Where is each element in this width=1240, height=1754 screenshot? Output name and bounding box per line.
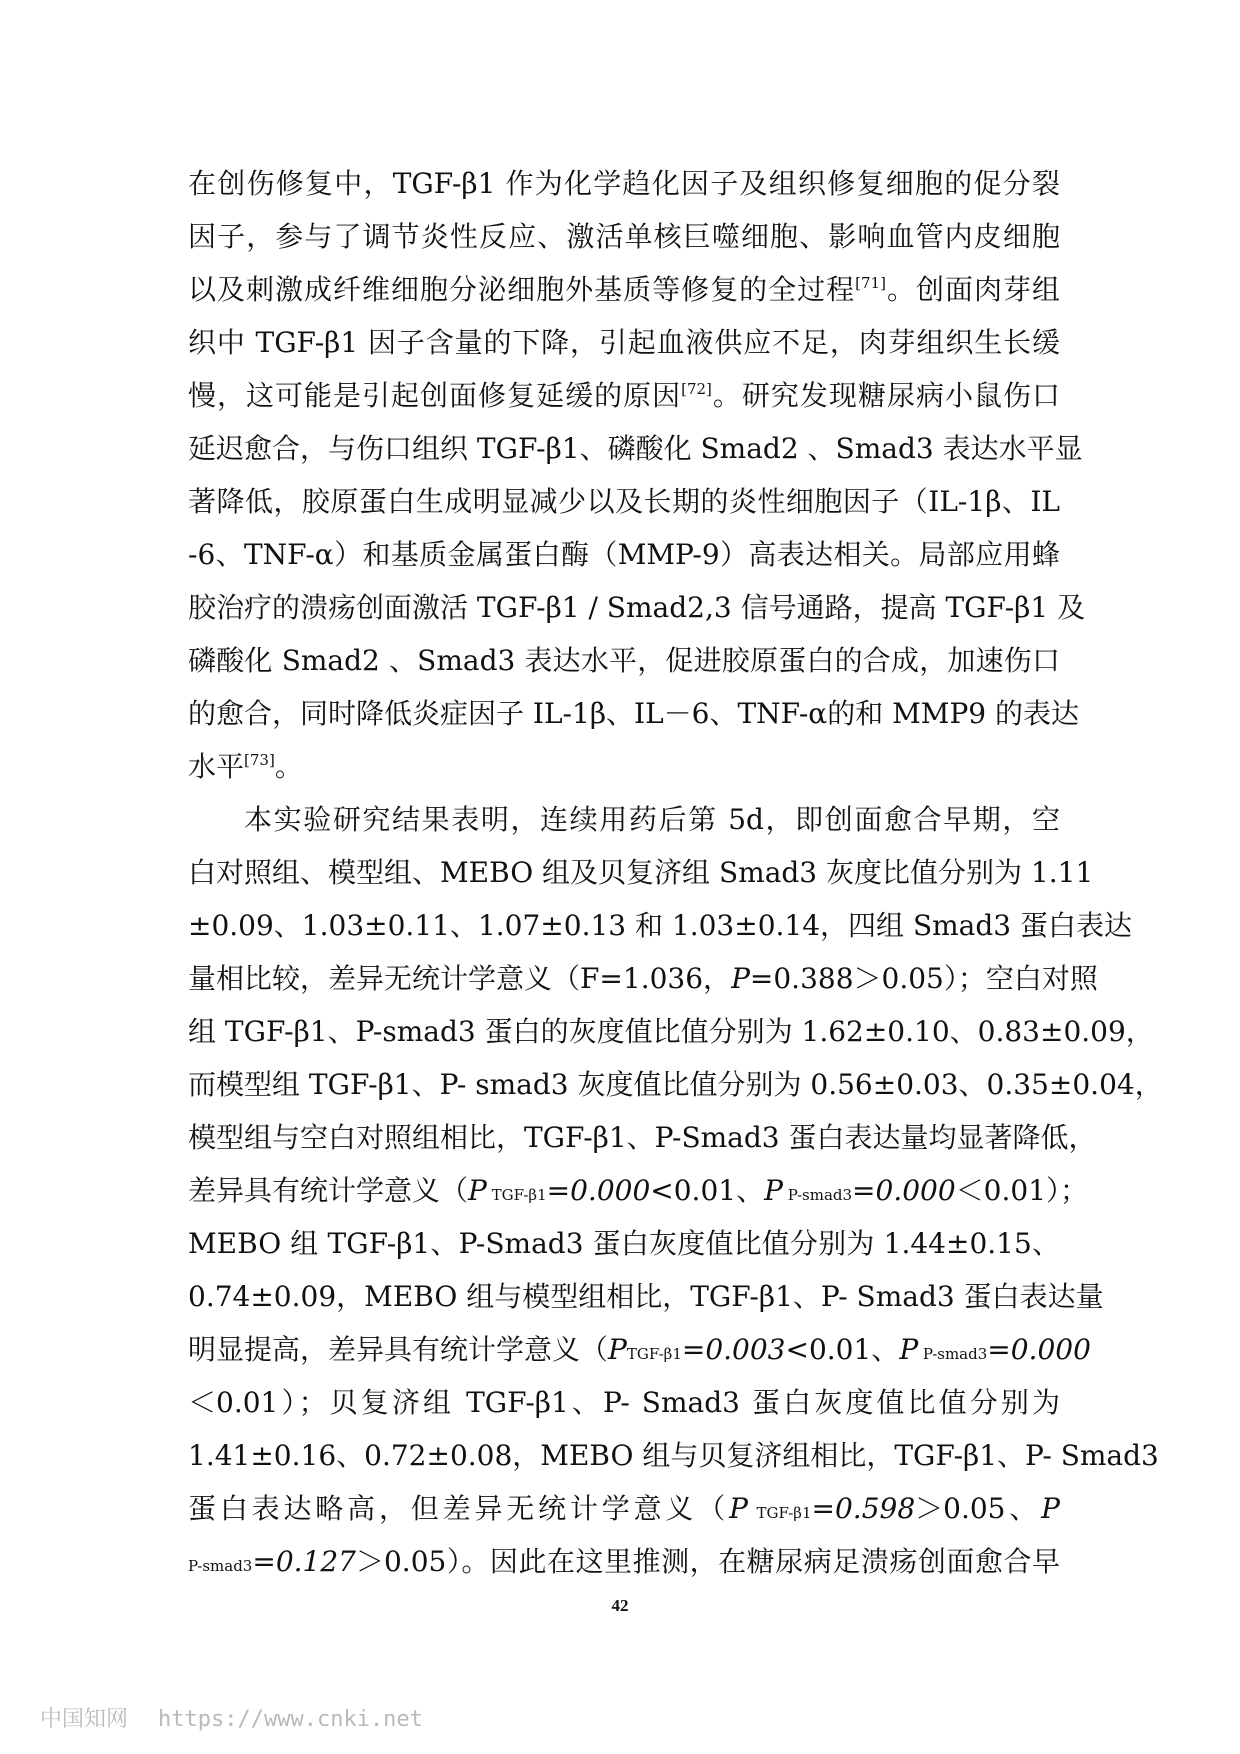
text-span: <0.01、: [785, 1333, 900, 1366]
text-line: -6、TNF-α）和基质金属蛋白酶（MMP-9）高表达相关。局部应用蜂: [188, 538, 1060, 571]
text-line: 胶治疗的溃疡创面激活 TGF-β1 / Smad2,3 信号通路，提高 TGF-β1 及: [188, 591, 1086, 624]
text-span: 明显提高，差异具有统计学意义（: [188, 1333, 609, 1366]
text-line: [188, 1323, 1091, 1376]
text-span: 。: [274, 750, 303, 783]
text-line: [188, 1164, 1089, 1217]
p-value: =0.000: [852, 1174, 956, 1207]
text-line: [188, 952, 1098, 1005]
text-line: 而模型组 TGF-β1、P- smad3 灰度值比值分别为 0.56±0.03、0.35±0.04，: [188, 1068, 1163, 1101]
subscript: TGF-β1: [486, 1186, 547, 1204]
text-line: 组 TGF-β1、P-smad3 蛋白的灰度值比值分别为 1.62±0.10、0.83±0.09，: [188, 1015, 1154, 1048]
p-symbol: P: [608, 1333, 627, 1366]
subscript: P-smad3: [918, 1345, 988, 1363]
text-span: 慢，这可能是引起创面修复延缓的原因: [188, 379, 682, 412]
text-line: ±0.09、1.03±0.11、1.07±0.13 和 1.03±0.14，四组 Smad3 蛋白表达: [188, 909, 1133, 942]
text-span: ＜0.01）；: [955, 1174, 1089, 1207]
p-symbol: P: [764, 1174, 783, 1207]
p-value: =0.000: [987, 1333, 1091, 1366]
page-number: 42: [611, 1596, 629, 1615]
text-line: [188, 369, 1060, 422]
text-span: 。研究发现糖尿病小鼠伤口: [711, 379, 1060, 412]
text-line: [188, 263, 1060, 316]
p-symbol: P: [468, 1174, 487, 1207]
citation-71[interactable]: [71]: [855, 274, 886, 292]
text-span: ＞0.05）。因此在这里推测，在糖尿病足溃疡创面愈合早: [355, 1545, 1060, 1578]
text-span: ＞0.05、: [915, 1492, 1042, 1525]
p-symbol: P: [899, 1333, 919, 1366]
text-span: 差异具有统计学意义（: [188, 1174, 469, 1207]
text-line: 延迟愈合，与伤口组织 TGF-β1、磷酸化 Smad2 、Smad3 表达水平显: [188, 432, 1083, 465]
document-body: [188, 157, 1163, 1588]
citation-73[interactable]: [73]: [244, 751, 275, 769]
text-span: =0.388＞0.05）；空白对照: [749, 962, 1098, 995]
text-line: 著降低，胶原蛋白生成明显减少以及长期的炎性细胞因子（IL-1β、IL: [188, 485, 1060, 518]
text-span: 量相比较，差异无统计学意义（F=1.036，: [188, 962, 732, 995]
watermark-footer: [40, 1702, 423, 1733]
subscript: P-smad3: [188, 1557, 253, 1575]
text-line: 织中 TGF-β1 因子含量的下降，引起血液供应不足，肉芽组织生长缓: [188, 326, 1060, 359]
text-line: 因子，参与了调节炎性反应、激活单核巨噬细胞、影响血管内皮细胞: [188, 220, 1060, 253]
p-symbol: P: [731, 962, 750, 995]
citation-72[interactable]: [72]: [681, 380, 712, 398]
text-span: 水平: [188, 750, 245, 783]
site-url[interactable]: https://www.cnki.net: [158, 1707, 423, 1732]
text-line: ＜0.01）；贝复济组 TGF-β1、P- Smad3 蛋白灰度值比值分别为: [188, 1386, 1060, 1419]
text-line: 白对照组、模型组、MEBO 组及贝复济组 Smad3 灰度比值分别为 1.11: [188, 856, 1094, 889]
p-symbol: P: [729, 1492, 748, 1525]
paragraph-1: [188, 157, 1086, 793]
paragraph-2: [188, 793, 1163, 1588]
text-line: [188, 1535, 1060, 1588]
p-value: =0.127: [252, 1545, 356, 1578]
p-value: =0.000: [546, 1174, 651, 1207]
subscript: TGF-β1: [747, 1504, 812, 1522]
p-symbol: P: [1041, 1492, 1060, 1525]
text-line: 在创伤修复中，TGF-β1 作为化学趋化因子及组织修复细胞的促分裂: [188, 167, 1060, 200]
subscript: TGF-β1: [626, 1345, 682, 1363]
text-span: <0.01、: [650, 1174, 765, 1207]
site-name: 中国知网: [40, 1707, 129, 1732]
text-line: 模型组与空白对照组相比，TGF-β1、P-Smad3 蛋白表达量均显著降低，: [188, 1121, 1097, 1154]
text-line: 的愈合，同时降低炎症因子 IL-1β、IL－6、TNF-α的和 MMP9 的表达: [188, 697, 1079, 730]
subscript: P-smad3: [782, 1186, 853, 1204]
text-line: [188, 1482, 1060, 1535]
text-span: 。创面肉芽组: [885, 273, 1060, 306]
text-line: 1.41±0.16、0.72±0.08，MEBO 组与贝复济组相比，TGF-β1、P- Smad3: [188, 1439, 1159, 1472]
text-line: 本实验研究结果表明，连续用药后第 5d，即创面愈合早期，空: [244, 803, 1060, 836]
text-span: 以及刺激成纤维细胞分泌细胞外基质等修复的全过程: [188, 273, 856, 306]
p-value: =0.003: [681, 1333, 786, 1366]
text-line: 磷酸化 Smad2 、Smad3 表达水平，促进胶原蛋白的合成，加速伤口: [188, 644, 1060, 677]
text-line: 0.74±0.09，MEBO 组与模型组相比，TGF-β1、P- Smad3 蛋白表达量: [188, 1280, 1104, 1313]
p-value: =0.598: [811, 1492, 916, 1525]
text-line: [188, 740, 1060, 793]
text-line: MEBO 组 TGF-β1、P-Smad3 蛋白灰度值比值分别为 1.44±0.15、: [188, 1227, 1060, 1260]
text-span: 蛋白表达略高，但差异无统计学意义（: [188, 1492, 730, 1525]
